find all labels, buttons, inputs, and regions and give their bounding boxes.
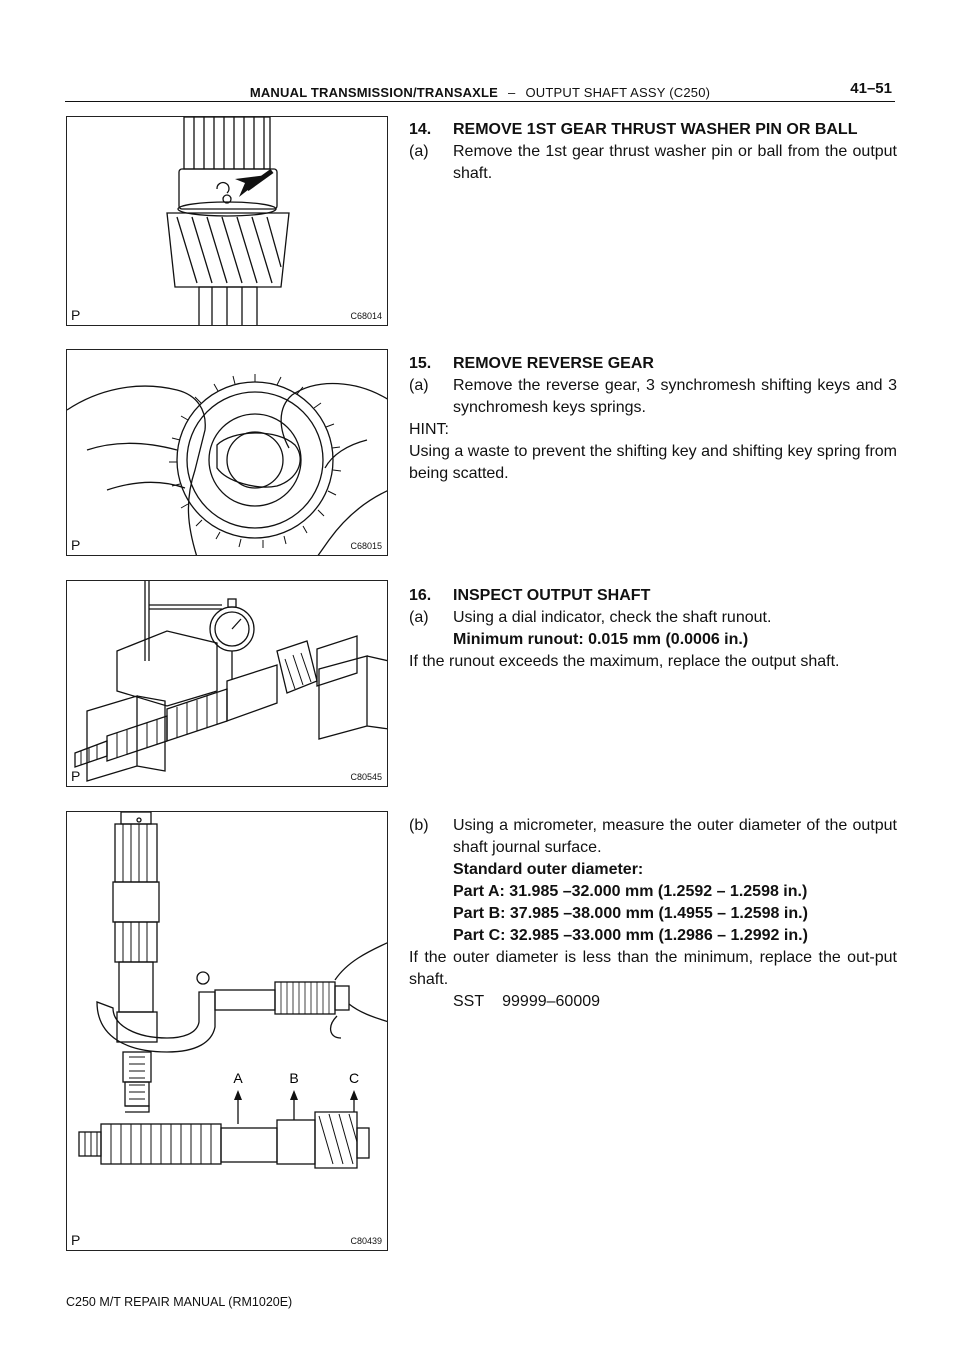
part-a-spec: Part A: 31.985 –32.000 mm (1.2592 – 1.2598 in.) xyxy=(453,883,808,900)
step-14-title xyxy=(409,119,897,141)
figure-thrust-washer-pin xyxy=(66,116,388,326)
step-14-sub-a xyxy=(409,141,897,185)
part-b-spec: Part B: 37.985 –38.000 mm (1.4955 – 1.2598 in.) xyxy=(453,905,808,922)
step-15-sub-a xyxy=(409,375,897,419)
hint-text: Using a waste to prevent the shifting key and shifting key spring from being scatted. xyxy=(409,443,897,482)
step-title-text: REMOVE REVERSE GEAR xyxy=(453,355,654,372)
sst-line xyxy=(409,991,897,1013)
figure-label: P xyxy=(71,537,81,553)
figure-code: C68015 xyxy=(350,541,382,551)
figure-reverse-gear xyxy=(66,349,388,556)
step-16-sub-a xyxy=(409,607,897,629)
illustration-dial-indicator xyxy=(67,581,388,787)
figure-label: P xyxy=(71,768,81,784)
figure-code: C68014 xyxy=(350,311,382,321)
sub-label: (a) xyxy=(409,609,429,626)
step-15 xyxy=(409,353,897,485)
header-subsection: OUTPUT SHAFT ASSY (C250) xyxy=(525,85,711,100)
step-14 xyxy=(409,119,897,185)
header-title xyxy=(0,85,960,100)
step-16-title xyxy=(409,585,897,607)
hint-label: HINT: xyxy=(409,421,449,438)
header-section: MANUAL TRANSMISSION/TRANSAXLE xyxy=(249,85,499,100)
header-rule xyxy=(65,101,895,102)
illustration-reverse-gear xyxy=(67,350,388,556)
sub-text: Using a dial indicator, check the shaft runout. xyxy=(453,609,772,626)
sub-text: Using a micrometer, measure the outer diameter of the output shaft journal surface. xyxy=(453,817,897,856)
figure-label: P xyxy=(71,1232,81,1248)
step-title-text: REMOVE 1ST GEAR THRUST WASHER PIN OR BALL xyxy=(453,121,858,138)
sub-text: Remove the 1st gear thrust washer pin or ball from the output shaft. xyxy=(453,143,897,182)
page-number: 41–51 xyxy=(850,80,892,97)
figure-code: C80439 xyxy=(350,1236,382,1246)
illustration-micrometer xyxy=(67,812,388,1251)
figure-label: P xyxy=(71,307,81,323)
step-16 xyxy=(409,585,897,673)
sub-text: Remove the reverse gear, 3 synchromesh shifting keys and 3 synchromesh keys springs. xyxy=(453,377,897,416)
part-c-spec: Part C: 32.985 –33.000 mm (1.2986 – 1.2992 in.) xyxy=(453,927,808,944)
step-16-b xyxy=(409,815,897,1013)
sub-label: (a) xyxy=(409,377,429,394)
sst-value: 99999–60009 xyxy=(502,993,601,1010)
step-15-title xyxy=(409,353,897,375)
std-diameter-title: Standard outer diameter: xyxy=(453,861,644,878)
step-number: 16. xyxy=(409,587,432,604)
sub-label: (a) xyxy=(409,143,429,160)
runout-note: If the runout exceeds the maximum, replace the output shaft. xyxy=(409,653,840,670)
step-title-text: INSPECT OUTPUT SHAFT xyxy=(453,587,651,604)
callout-c: C xyxy=(348,1070,360,1086)
diameter-note: If the outer diameter is less than the minimum, replace the out-put shaft. xyxy=(409,949,897,988)
sst-label: SST xyxy=(453,993,485,1010)
figure-code: C80545 xyxy=(350,772,382,782)
callout-a: A xyxy=(233,1070,243,1086)
callout-b: B xyxy=(289,1070,299,1086)
runout-spec: Minimum runout: 0.015 mm (0.0006 in.) xyxy=(453,631,749,648)
figure-micrometer xyxy=(66,811,388,1251)
header-dash: – xyxy=(508,85,516,100)
figure-dial-indicator xyxy=(66,580,388,787)
sub-label: (b) xyxy=(409,817,429,834)
step-16-sub-b xyxy=(409,815,897,859)
step-number: 15. xyxy=(409,355,432,372)
illustration-shaft-pin xyxy=(67,117,388,326)
page-footer: C250 M/T REPAIR MANUAL (RM1020E) xyxy=(66,1295,293,1309)
step-number: 14. xyxy=(409,121,432,138)
